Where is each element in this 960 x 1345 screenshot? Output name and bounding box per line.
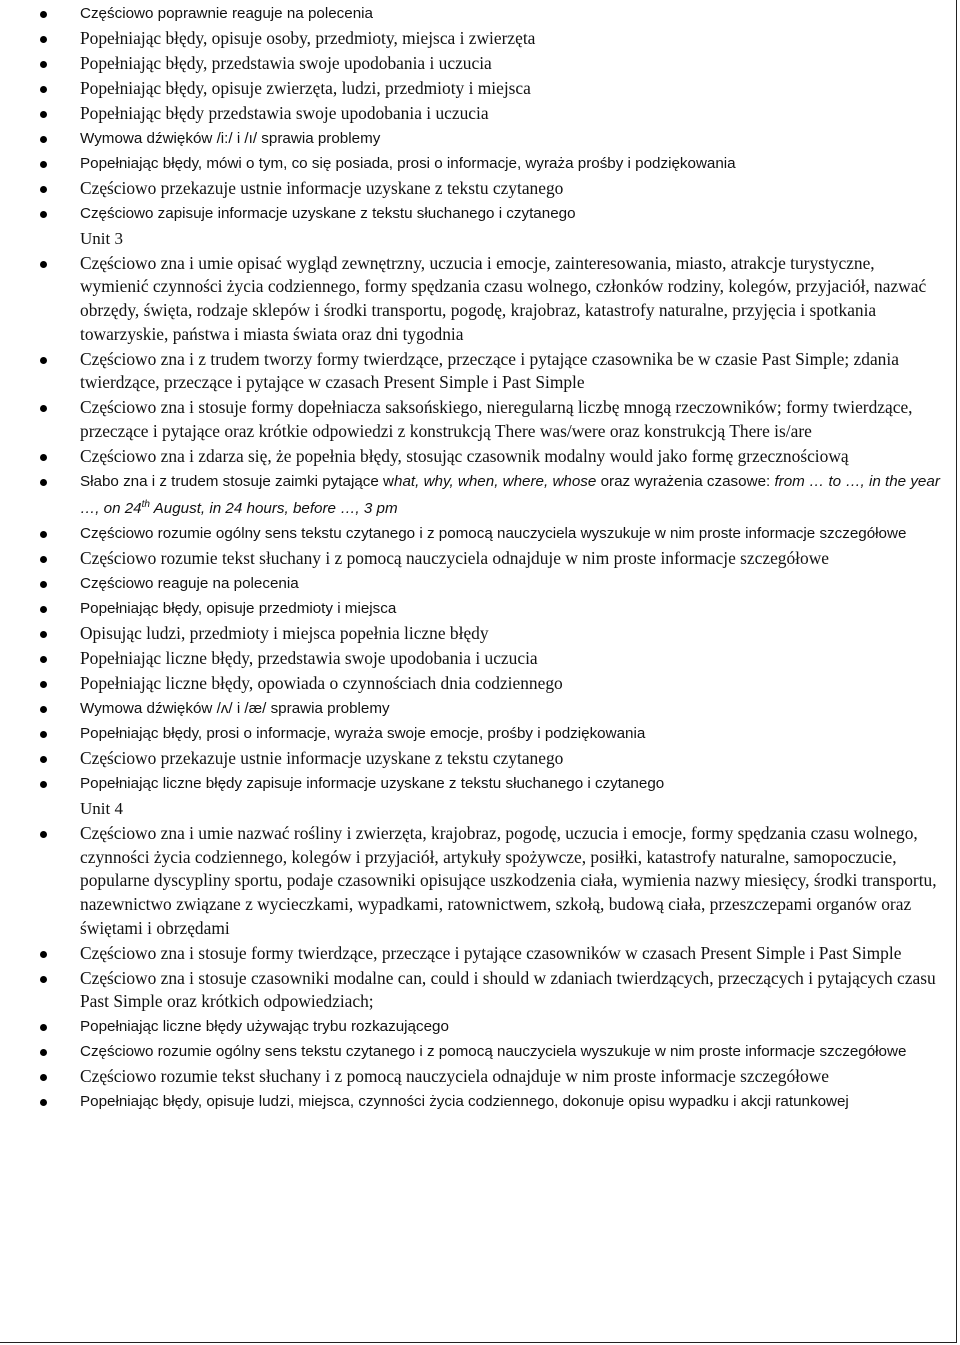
list-item: [0, 942, 957, 966]
list-item: [0, 202, 957, 226]
list-item: [0, 1015, 957, 1039]
bullet-icon: [40, 731, 47, 738]
item-text: Częściowo zna i stosuje formy dopełniacza saksońskiego, nieregularną liczbę mnogą rzeczowników; formy twierdzące, przeczące i pytające oraz krótkie odpowiedzi z konstrukcją There was/were oraz konstrukcją There is/are: [80, 397, 913, 441]
criteria-list: [0, 2, 957, 1115]
list-item: [0, 622, 957, 646]
item-text: Popełniając liczne błędy używając trybu rozkazującego: [80, 1018, 449, 1036]
list-item: [0, 522, 957, 546]
item-text: Częściowo rozumie ogólny sens tekstu czytanego i z pomocą nauczyciela wyszukuje w nim proste informacje szczegółowe: [80, 1043, 907, 1061]
item-text: Częściowo rozumie ogólny sens tekstu czytanego i z pomocą nauczyciela wyszukuje w nim proste informacje szczegółowe: [80, 525, 907, 543]
bullet-icon: [40, 111, 47, 118]
bullet-icon: [40, 454, 47, 461]
item-text: Popełniając błędy, opisuje ludzi, miejsca, czynności życia codziennego, dokonuje opisu wypadku i akcji ratunkowej: [80, 1093, 849, 1111]
list-item: [0, 77, 957, 101]
bullet-icon: [40, 211, 47, 218]
bullet-icon: [40, 531, 47, 538]
list-item: [0, 697, 957, 721]
item-text: Wymowa dźwięków /ʌ/ i /æ/ sprawia problemy: [80, 700, 390, 718]
bullet-icon: [40, 1024, 47, 1031]
item-text: Częściowo rozumie tekst słuchany i z pomocą nauczyciela odnajduje w nim proste informacje szczegółowe: [80, 548, 829, 569]
bullet-icon: [40, 631, 47, 638]
list-item-pronouns: [0, 470, 957, 521]
bullet-icon: [40, 61, 47, 68]
criteria-group-unit4: [0, 822, 957, 1113]
list-item: [0, 672, 957, 696]
list-item: [0, 152, 957, 176]
bullet-icon: [40, 756, 47, 763]
bullet-icon: [40, 86, 47, 93]
bullet-icon: [40, 479, 47, 486]
list-item: [0, 1065, 957, 1089]
item-text: Częściowo reaguje na polecenia: [80, 575, 299, 593]
bullet-icon: [40, 556, 47, 563]
list-item: [0, 252, 957, 346]
bullet-icon: [40, 1074, 47, 1081]
item-text: Popełniając liczne błędy zapisuje informacje uzyskane z tekstu słuchanego i czytanego: [80, 775, 665, 793]
bullet-icon: [40, 161, 47, 168]
list-item: [0, 547, 957, 571]
list-item: [0, 102, 957, 126]
item-text: Częściowo rozumie tekst słuchany i z pomocą nauczyciela odnajduje w nim proste informacje szczegółowe: [80, 1066, 829, 1087]
item-text-superscript: th: [141, 499, 150, 511]
item-text: oraz wyrażenia czasowe:: [596, 472, 775, 490]
list-item: [0, 572, 957, 596]
bullet-icon: [40, 405, 47, 412]
item-text: Popełniając błędy, przedstawia swoje upodobania i uczucia: [80, 52, 492, 73]
list-item: [0, 967, 957, 1014]
item-text: Częściowo zna i umie nazwać rośliny i zwierzęta, krajobraz, pogodę, uczucia i emocje, formy spędzania czasu wolnego, czynności życia codziennego, kolegów i przyjaciół, artykuły spożywcze, posiłki, katastrofy naturalne, samopoczucie, popularne dyscypliny sportu, podaje czasowniki opisujące uszkodzenia ciała, wymienia nazwy miesięcy, środki transportu, nazewnictwo związane z wycieczkami, wypadkami, ratownictwem, szkołą, budową ciała, przeszczepami organów oraz świętami i obrzędami: [80, 823, 937, 938]
unit-3-heading: Unit 3: [80, 228, 123, 248]
item-text-italic: hat, why, when, where, whose: [394, 472, 597, 490]
bullet-icon: [40, 36, 47, 43]
bullet-icon: [40, 1049, 47, 1056]
bullet-icon: [40, 681, 47, 688]
bullet-icon: [40, 781, 47, 788]
list-item: [0, 396, 957, 443]
item-text: Częściowo zna i z trudem tworzy formy twierdzące, przeczące i pytające czasownika be w czasie Past Simple; zdania twierdzące, przeczące i pytające w czasach Present Simple i Past Simple: [80, 348, 899, 393]
bullet-icon: [40, 656, 47, 663]
item-text: Popełniając liczne błędy, opowiada o czynnościach dnia codziennego: [80, 673, 563, 694]
criteria-group-unit3: [0, 252, 957, 469]
bullet-icon: [40, 606, 47, 613]
bullet-icon: [40, 186, 47, 193]
list-item: [0, 1090, 957, 1114]
list-item: [0, 747, 957, 771]
item-text: Słabo zna i z trudem stosuje zaimki pytające w: [80, 472, 395, 490]
list-item: [0, 177, 957, 201]
list-item: [0, 52, 957, 76]
bullet-icon: [40, 357, 47, 364]
list-item: [0, 127, 957, 151]
item-text-italic: August, in 24 hours, before …, 3 pm: [149, 500, 398, 518]
list-item: [0, 722, 957, 746]
item-text: Wymowa dźwięków /i:/ i /ı/ sprawia problemy: [80, 129, 381, 147]
list-item: [0, 1040, 957, 1064]
list-item: [0, 27, 957, 51]
bullet-icon: [40, 706, 47, 713]
criteria-group-unit3-skills: [0, 522, 957, 795]
list-item: [0, 445, 957, 469]
bullet-icon: [40, 11, 47, 18]
bullet-icon: [40, 976, 47, 983]
item-text: Popełniając błędy, opisuje zwierzęta, ludzi, przedmioty i miejsca: [80, 77, 531, 98]
bullet-icon: [40, 136, 47, 143]
unit-4-heading: Unit 4: [80, 799, 123, 819]
item-text: Częściowo zna i zdarza się, że popełnia błędy, stosując czasownik modalny would jako formę grzecznościową: [80, 445, 849, 466]
list-item: [0, 822, 957, 940]
item-text: Częściowo zna i stosuje czasowniki modalne can, could i should w zdaniach twierdzących, przeczących i pytających czasu Past Simple oraz krótkich odpowiedziach;: [80, 967, 936, 1012]
bullet-icon: [40, 831, 47, 838]
item-text: Częściowo zna i umie opisać wygląd zewnętrzny, uczucia i emocje, zainteresowania, miasto, atrakcje turystyczne, wymienić czynności życia codziennego, formy spędzania czasu wolnego, członków rodziny, kolegów, przyjaciół, nazwać obrzędy, święta, rodzaje sklepów i środki transportu, pogodę, krajobraz, katastrofy naturalne, przyjęcia i spotkania towarzyskie, państwa i miasta świata oraz dni tygodnia: [80, 252, 927, 344]
list-item: [0, 597, 957, 621]
list-item: [0, 772, 957, 796]
bullet-icon: [40, 951, 47, 958]
item-text: Popełniając błędy przedstawia swoje upodobania i uczucia: [80, 102, 489, 123]
item-text: Popełniając błędy, prosi o informacje, wyraża swoje emocje, prośby i podziękowania: [80, 725, 646, 743]
item-text: Częściowo przekazuje ustnie informacje uzyskane z tekstu czytanego: [80, 177, 564, 198]
item-text: Popełniając błędy, opisuje przedmioty i miejsca: [80, 600, 397, 618]
criteria-group-intro: [0, 2, 957, 225]
item-text: Częściowo zapisuje informacje uzyskane z tekstu słuchanego i czytanego: [80, 204, 576, 222]
list-item: [0, 647, 957, 671]
item-text: Popełniając liczne błędy, przedstawia swoje upodobania i uczucia: [80, 648, 538, 669]
bullet-icon: [40, 581, 47, 588]
item-text: Częściowo przekazuje ustnie informacje uzyskane z tekstu czytanego: [80, 748, 564, 769]
list-item: [0, 2, 957, 26]
bullet-icon: [40, 261, 47, 268]
bullet-icon: [40, 1099, 47, 1106]
item-text: Popełniając błędy, mówi o tym, co się posiada, prosi o informacje, wyraża prośby i podziękowania: [80, 154, 736, 172]
item-text: Opisując ludzi, przedmioty i miejsca popełnia liczne błędy: [80, 623, 489, 644]
item-text: Częściowo zna i stosuje formy twierdzące, przeczące i pytające czasowników w czasach Present Simple i Past Simple: [80, 942, 902, 963]
item-text-italic: from … to …, in the year …, on 24: [80, 472, 940, 518]
item-text: Częściowo poprawnie reaguje na polecenia: [80, 5, 373, 22]
item-text: Popełniając błędy, opisuje osoby, przedmioty, miejsca i zwierzęta: [80, 27, 536, 48]
list-item: [0, 348, 957, 395]
